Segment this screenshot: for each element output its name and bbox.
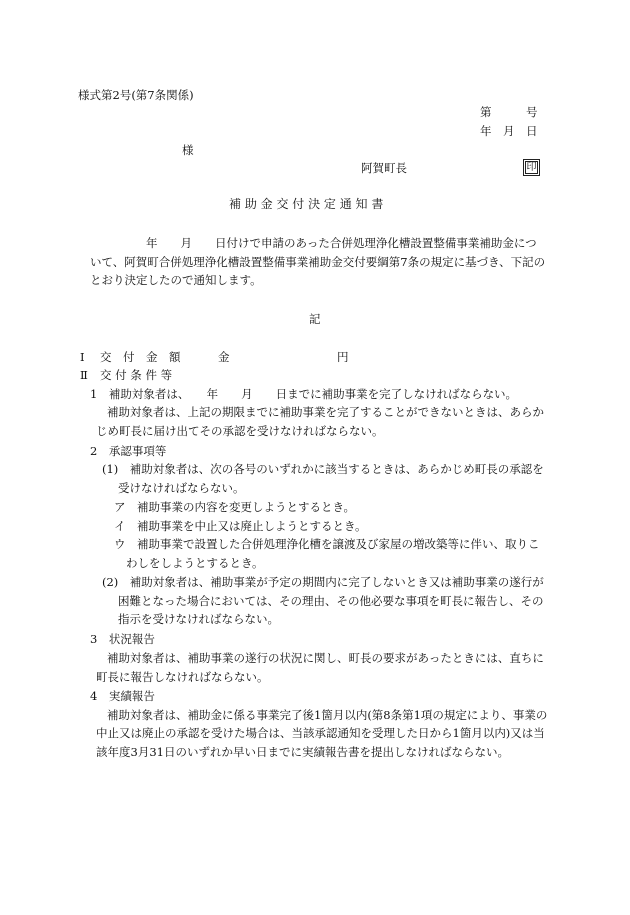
item2-sub1-line-2: 受けなければならない。 [118,481,245,495]
item2-u-line-1: ウ 補助事業で設置した合併処理浄化槽を譲渡及び家屋の増改築等に伴い、取りこ [114,537,540,551]
item3-heading: 3 状況報告 [90,632,155,646]
item2-sub2-line-3: 指示を受けなければならない。 [118,612,279,626]
ki-heading: 記 [309,312,321,326]
seal-char: 印 [526,162,537,173]
document-date-label: 年 月 日 [480,124,538,138]
item4-body-3: 該年度3月31日のいずれか早い日までに実績報告書を提出しなければならない。 [96,745,509,759]
addressee-suffix: 様 [182,143,194,157]
document-number-label: 第 号 [480,105,538,119]
item4-body-1: 補助対象者は、補助金に係る事業完了後1箇月以内(第8条第1項の規定により、事業の [107,708,548,722]
intro-line-2: いて、阿賀町合併処理浄化槽設置整備事業補助金交付要綱第7条の規定に基づき、下記の [90,255,546,269]
item2-sub2-line-2: 困難となった場合においては、その理由、その他必要な事項を町長に報告し、その [118,594,544,608]
intro-line-1: 年 月 日付けで申請のあった合併処理浄化槽設置整備事業補助金につ [146,236,537,250]
section1-yen-prefix: 金 [218,350,230,364]
item3-body-2: 町長に報告しなければならない。 [96,670,269,684]
item4-heading: 4 実績報告 [90,689,155,703]
item3-body-1: 補助対象者は、補助事業の遂行の状況に関し、町長の要求があったときには、直ちに [107,651,544,665]
item2-sub1-line-1: (1) 補助対象者は、次の各号のいずれかに該当するときは、あらかじめ町長の承認を [102,462,544,476]
item2-a: ア 補助事業の内容を変更しようとするとき。 [114,500,356,514]
seal-mark [523,159,540,176]
item2-i: イ 補助事業を中止又は廃止しようとするとき。 [114,519,367,533]
item1-body-1: 補助対象者は、上記の期限までに補助事業を完了することができないときは、あらか [107,405,544,419]
section1-label: 交 付 金 額 [100,350,181,364]
section2-label: 交 付 条 件 等 [100,368,173,382]
section2-numeral: Ⅱ [80,368,88,382]
section1-numeral: Ⅰ [80,350,85,364]
issuer-name: 阿賀町長 [361,161,407,175]
item1-heading: 1 補助対象者は、 年 月 日までに補助事業を完了しなければならない。 [90,387,518,401]
item2-heading: 2 承認事項等 [90,444,167,458]
item2-u-line-2: わしをしようとするとき。 [126,556,264,570]
item1-body-2: じめ町長に届け出てその承認を受けなければならない。 [96,424,384,438]
document-title: 補 助 金 交 付 決 定 通 知 書 [229,197,384,211]
form-number: 様式第2号(第7条関係) [78,88,194,102]
item4-body-2: 中止又は廃止の承認を受けた場合は、当該承認通知を受理した日から1箇月以内)又は当 [96,726,545,740]
item2-sub2-line-1: (2) 補助対象者は、補助事業が予定の期間内に完了しないとき又は補助事業の遂行が [102,575,544,589]
section1-yen-suffix: 円 [337,350,349,364]
intro-line-3: とおり決定したので通知します。 [90,273,262,287]
